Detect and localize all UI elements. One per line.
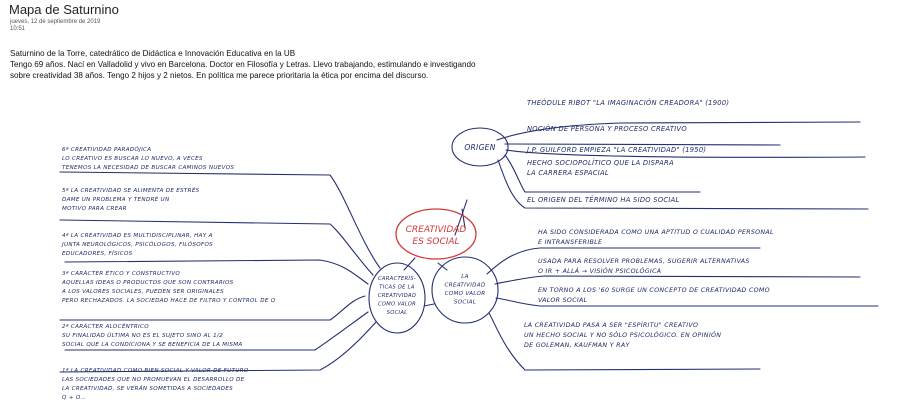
valor-node-label: LA CREATIVIDAD COMO VALOR SOCIAL xyxy=(444,274,486,306)
page-title: Mapa de Saturnino xyxy=(9,2,119,17)
valor-item: EN TORNO A LOS '60 SURGE UN CONCEPTO DE CREATIVIDAD COMO VALOR SOCIAL xyxy=(538,287,770,304)
intro-line: sobre creatividad 38 años. Tengo 2 hijos y 2 nietos. En política me parece prioritaria la ética por encima del discurso. xyxy=(10,71,429,80)
origen-item: THEÓDULE RIBOT "LA IMAGINACIÓN CREADORA" (1900) xyxy=(527,99,730,107)
node-valor-bubble xyxy=(432,257,498,323)
origen-item: HECHO SOCIOPOLÍTICO QUE LA DISPARA LA CARRERA ESPACIAL xyxy=(527,159,674,177)
page-date: jueves, 12 de septiembre de 2019 xyxy=(10,19,101,25)
origen-node-label: ORIGEN xyxy=(464,143,496,152)
origen-item: NOCIÓN DE PERSONA Y PROCESO CREATIVO xyxy=(527,125,687,133)
caract-item: 3ª CARÁCTER ÉTICO Y CONSTRUCTIVO AQUELLAS IDEAS O PRODUCTOS QUE SON CONTRARIOS A LOS VALORES SOCIALES, PUEDEN SER ORIGINALES PERO RECHAZADOS. LA SOCIEDAD HACE DE FILTRO Y CONTROL DE Q xyxy=(62,271,276,304)
origen-item: J.P. GUILFORD EMPIEZA "LA CREATIVIDAD" (1950) xyxy=(527,146,707,154)
caract-item: 2ª CARÁCTER ALOCÉNTRICO SU FINALIDAD ÚLTIMA NO ES EL SUJETO SINO AL 1/2 SOCIAL QUE LA CONDICIONA Y SE BENEFICIA DE LA MISMA xyxy=(62,324,243,348)
caract-item: 4ª LA CREATIVIDAD ES MULTIDISCIPLINAR, HAY A JUNTA NEUROLÓGICOS, PSICÓLOGOS, FILÓSOFOS EDUCADORES, FÍSICOS xyxy=(62,233,213,257)
caract-item: 6ª CREATIVIDAD PARADÓJICA LO CREATIVO ES BUSCAR LO NUEVO, A VECES TENEMOS LA NECESIDAD DE BUSCAR CAMINOS NUEVOS xyxy=(62,147,235,171)
intro-line: Tengo 69 años. Nací en Valladolid y vivo en Barcelona. Doctor en Filosofía y Letras. Llevo trabajando, estimulando e investigando xyxy=(10,60,476,69)
caract-node-label: CARACTERÍS-TICAS DE LA CREATIVIDAD COMO VALOR SOCIAL xyxy=(377,276,417,316)
center-node-label: CREATIVIDAD ES SOCIAL xyxy=(405,225,467,247)
branch-origen xyxy=(505,144,780,145)
caract-item: 5ª LA CREATIVIDAD SE ALIMENTA DE ESTRÉS DAME UN PROBLEMA Y TENDRÉ UN MOTIVO PARA CREAR xyxy=(62,188,200,212)
valor-item: USADA PARA RESOLVER PROBLEMAS, SUGERIR ALTERNATIVAS O IR + ALLÁ → VISIÓN PSICOLÓGICA xyxy=(538,258,750,275)
intro-line: Saturnino de la Torre, catedrático de Didáctica e Innovación Educativa en la UB xyxy=(10,49,296,58)
branch-valor xyxy=(495,276,860,284)
caract-item: 1ª LA CREATIVIDAD COMO BIEN SOCIAL Y VALOR DE FUTURO LAS SOCIEDADES QUE NO PROMUEVAN EL DESARROLLO DE LA CREATIVIDAD, SE VERÁN SOMETIDAS A SOCIEDADES Q + O… xyxy=(62,368,249,401)
valor-item: HA SIDO CONSIDERADA COMO UNA APTITUD O CUALIDAD PERSONAL E INTRANSFERIBLE xyxy=(538,229,774,246)
connector-caract-valor xyxy=(424,304,434,306)
page-time: 10:51 xyxy=(10,26,26,32)
origen-item: EL ORIGEN DEL TÉRMINO HA SIDO SOCIAL xyxy=(527,196,680,204)
connector-center-caract xyxy=(404,258,415,270)
valor-item: LA CREATIVIDAD PASA A SER "ESPÍRITU" CREATIVO UN HECHO SOCIAL Y NO SÓLO PSICOLÓGICO. EN OPINIÓN DE GOLEMAN, KAUFMAN Y RAY xyxy=(524,322,722,349)
